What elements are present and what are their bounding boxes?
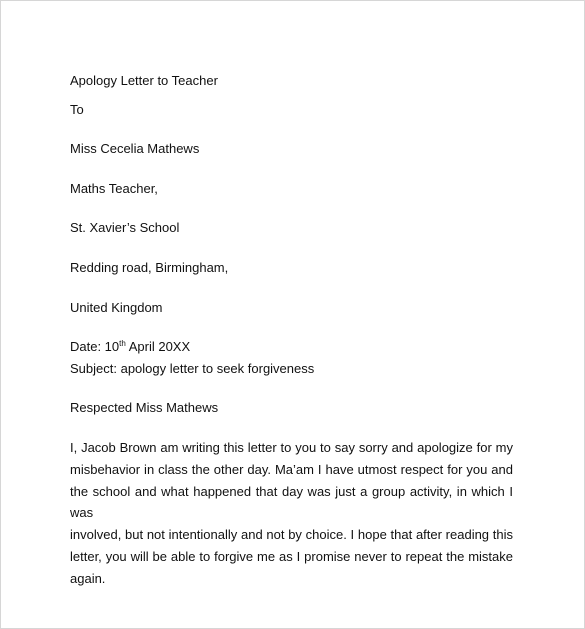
date-prefix: Date: 10 [70,339,120,354]
country: United Kingdom [70,300,163,315]
body-line: I, Jacob Brown am writing this letter to you to say sorry and apologize for my [70,440,513,455]
letter-title: Apology Letter to Teacher [70,73,218,88]
body-line: involved, but not intentionally and not by choice. I hope that after reading this [70,527,513,543]
date-suffix: th [119,339,126,348]
date-line [70,339,190,355]
recipient-name: Miss Cecelia Mathews [70,141,200,156]
date-rest: April 20XX [125,339,191,354]
body-line: again. [70,570,106,586]
address-line: Redding road, Birmingham, [70,260,229,275]
salutation: Respected Miss Mathews [70,400,219,415]
to-label: To [70,102,84,117]
recipient-role: Maths Teacher, [70,181,158,196]
body-line: misbehavior in class the other day. Ma’am I have utmost respect for you and [70,461,513,477]
subject-line: Subject: apology letter to seek forgiveness [70,361,315,376]
letter-body [70,437,513,590]
school-name: St. Xavier’s School [70,220,180,235]
body-line: letter, you will be able to forgive me as I promise never to repeat the mistake [70,548,513,564]
body-line: the school and what happened that day was just a group activity, in which I was [70,483,513,521]
